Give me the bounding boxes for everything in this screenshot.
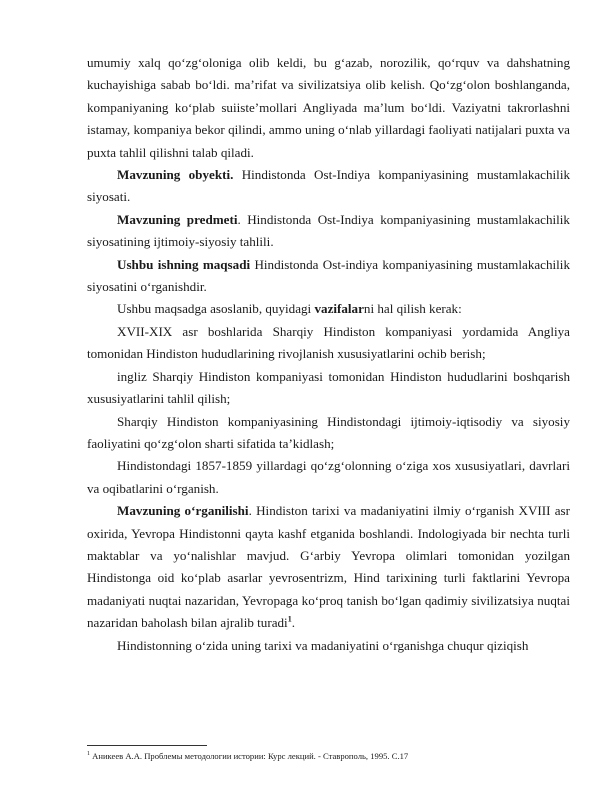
paragraph-continuation: umumiy xalq qo‘zg‘oloniga olib keldi, bu g‘azab, norozilik, qo‘rquv va dahshatning kuchayishiga sabab bo‘ldi. ma’rifat va sivilizatsiya olib kelish. Qo‘zg‘olon boshlanganda, kompaniyaning ko‘plab suiiste’mollari Angliyada ma’lum bo‘ldi. Vaziyatni takrorlashni istamay, kompaniya bekor qilindi, ammo uning o‘nlab yillardagi faoliyati natijalari puxta va puxta tahlil qilishni talab qiladi. <box>87 55 570 160</box>
page-body <box>87 52 570 657</box>
heading-subject: Mavzuning predmeti <box>117 211 238 227</box>
text-goal: Hindistonda Ost-indiya kompaniyasining mustamlakachilik siyosatini o‘rganishdir. <box>87 256 570 295</box>
text-study: . Hindiston tarixi va madaniyatini ilmiy o‘rganish XVIII asr oxirida, Yevropa Hindistonni qayta kashf etganida boshlandi. Indologiyada bir nechta turli maktablar va yo‘nalishlar mavjud. G‘arbiy Yevropa olimlari tomonidan yozilgan Hindistonga oid ko‘plab asarlar yevrosentrizm, Hind tarixining turli faktlarini Yevropa madaniyati nuqtai nazaridan, Yevropaga ko‘proq tanish bo‘lgan qadimiy sivilizatsiya nuqtai nazaridan baholash bilan ajralib turadi <box>87 503 570 631</box>
footnote-reference[interactable]: 1 <box>287 614 292 624</box>
heading-object: Mavzuning obyekti. <box>117 167 234 183</box>
task-item-2: ingliz Sharqiy Hindiston kompaniyasi tomonidan Hindiston hududlarini boshqarish xususiyatlarini tahlil qilish; <box>87 368 570 407</box>
footnote-text: Аникеев А.А. Проблемы методологии истории: Курс лекций. - Ставрополь, 1995. С.17 <box>90 750 409 761</box>
paragraph-object <box>87 164 570 209</box>
footnote <box>87 749 570 762</box>
task-item-3: Sharqiy Hindiston kompaniyasining Hindistondagi ijtimoiy-iqtisodiy va siyosiy faoliyatini qo‘zg‘olon sharti sifatida ta’kidlash; <box>87 413 570 451</box>
text-subject: . Hindistonda Ost-Indiya kompaniyasining mustamlakachilik siyosatining ijtimoiy-siyosiy tahlili. <box>87 211 570 250</box>
task-item-1: XVII-XIX asr boshlarida Sharqiy Hindiston kompaniyasi yordamida Angliya tomonidan Hindiston hududlarining rivojlanish xususiyatlarini ochib berish; <box>87 323 570 362</box>
heading-tasks: vazifalar <box>314 301 364 317</box>
paragraph-tasks-intro <box>87 298 570 320</box>
footnote-divider <box>87 745 207 746</box>
text-tasks-pre: Ushbu maqsadga asoslanib, quyidagi <box>117 301 315 317</box>
task-item-4: Hindistondagi 1857-1859 yillardagi qo‘zg‘olonning o‘ziga xos xususiyatlari, davrlari va oqibatlarini o‘rganish. <box>87 458 570 496</box>
paragraph-goal <box>87 254 570 299</box>
paragraph-final: Hindistonning o‘zida uning tarixi va madaniyatini o‘rganishga chuqur qiziqish <box>117 637 529 653</box>
text-study-end: . <box>291 615 295 631</box>
text-tasks-post: ni hal qilish kerak: <box>363 301 462 317</box>
paragraph-study <box>87 500 570 634</box>
paragraph-subject <box>87 209 570 254</box>
text-object: Hindistonda Ost-Indiya kompaniyasining mustamlakachilik siyosati. <box>87 167 570 205</box>
heading-goal: Ushbu ishning maqsadi <box>117 256 251 272</box>
heading-study: Mavzuning o‘rganilishi <box>117 503 249 519</box>
footnote-marker: 1 <box>87 751 90 757</box>
